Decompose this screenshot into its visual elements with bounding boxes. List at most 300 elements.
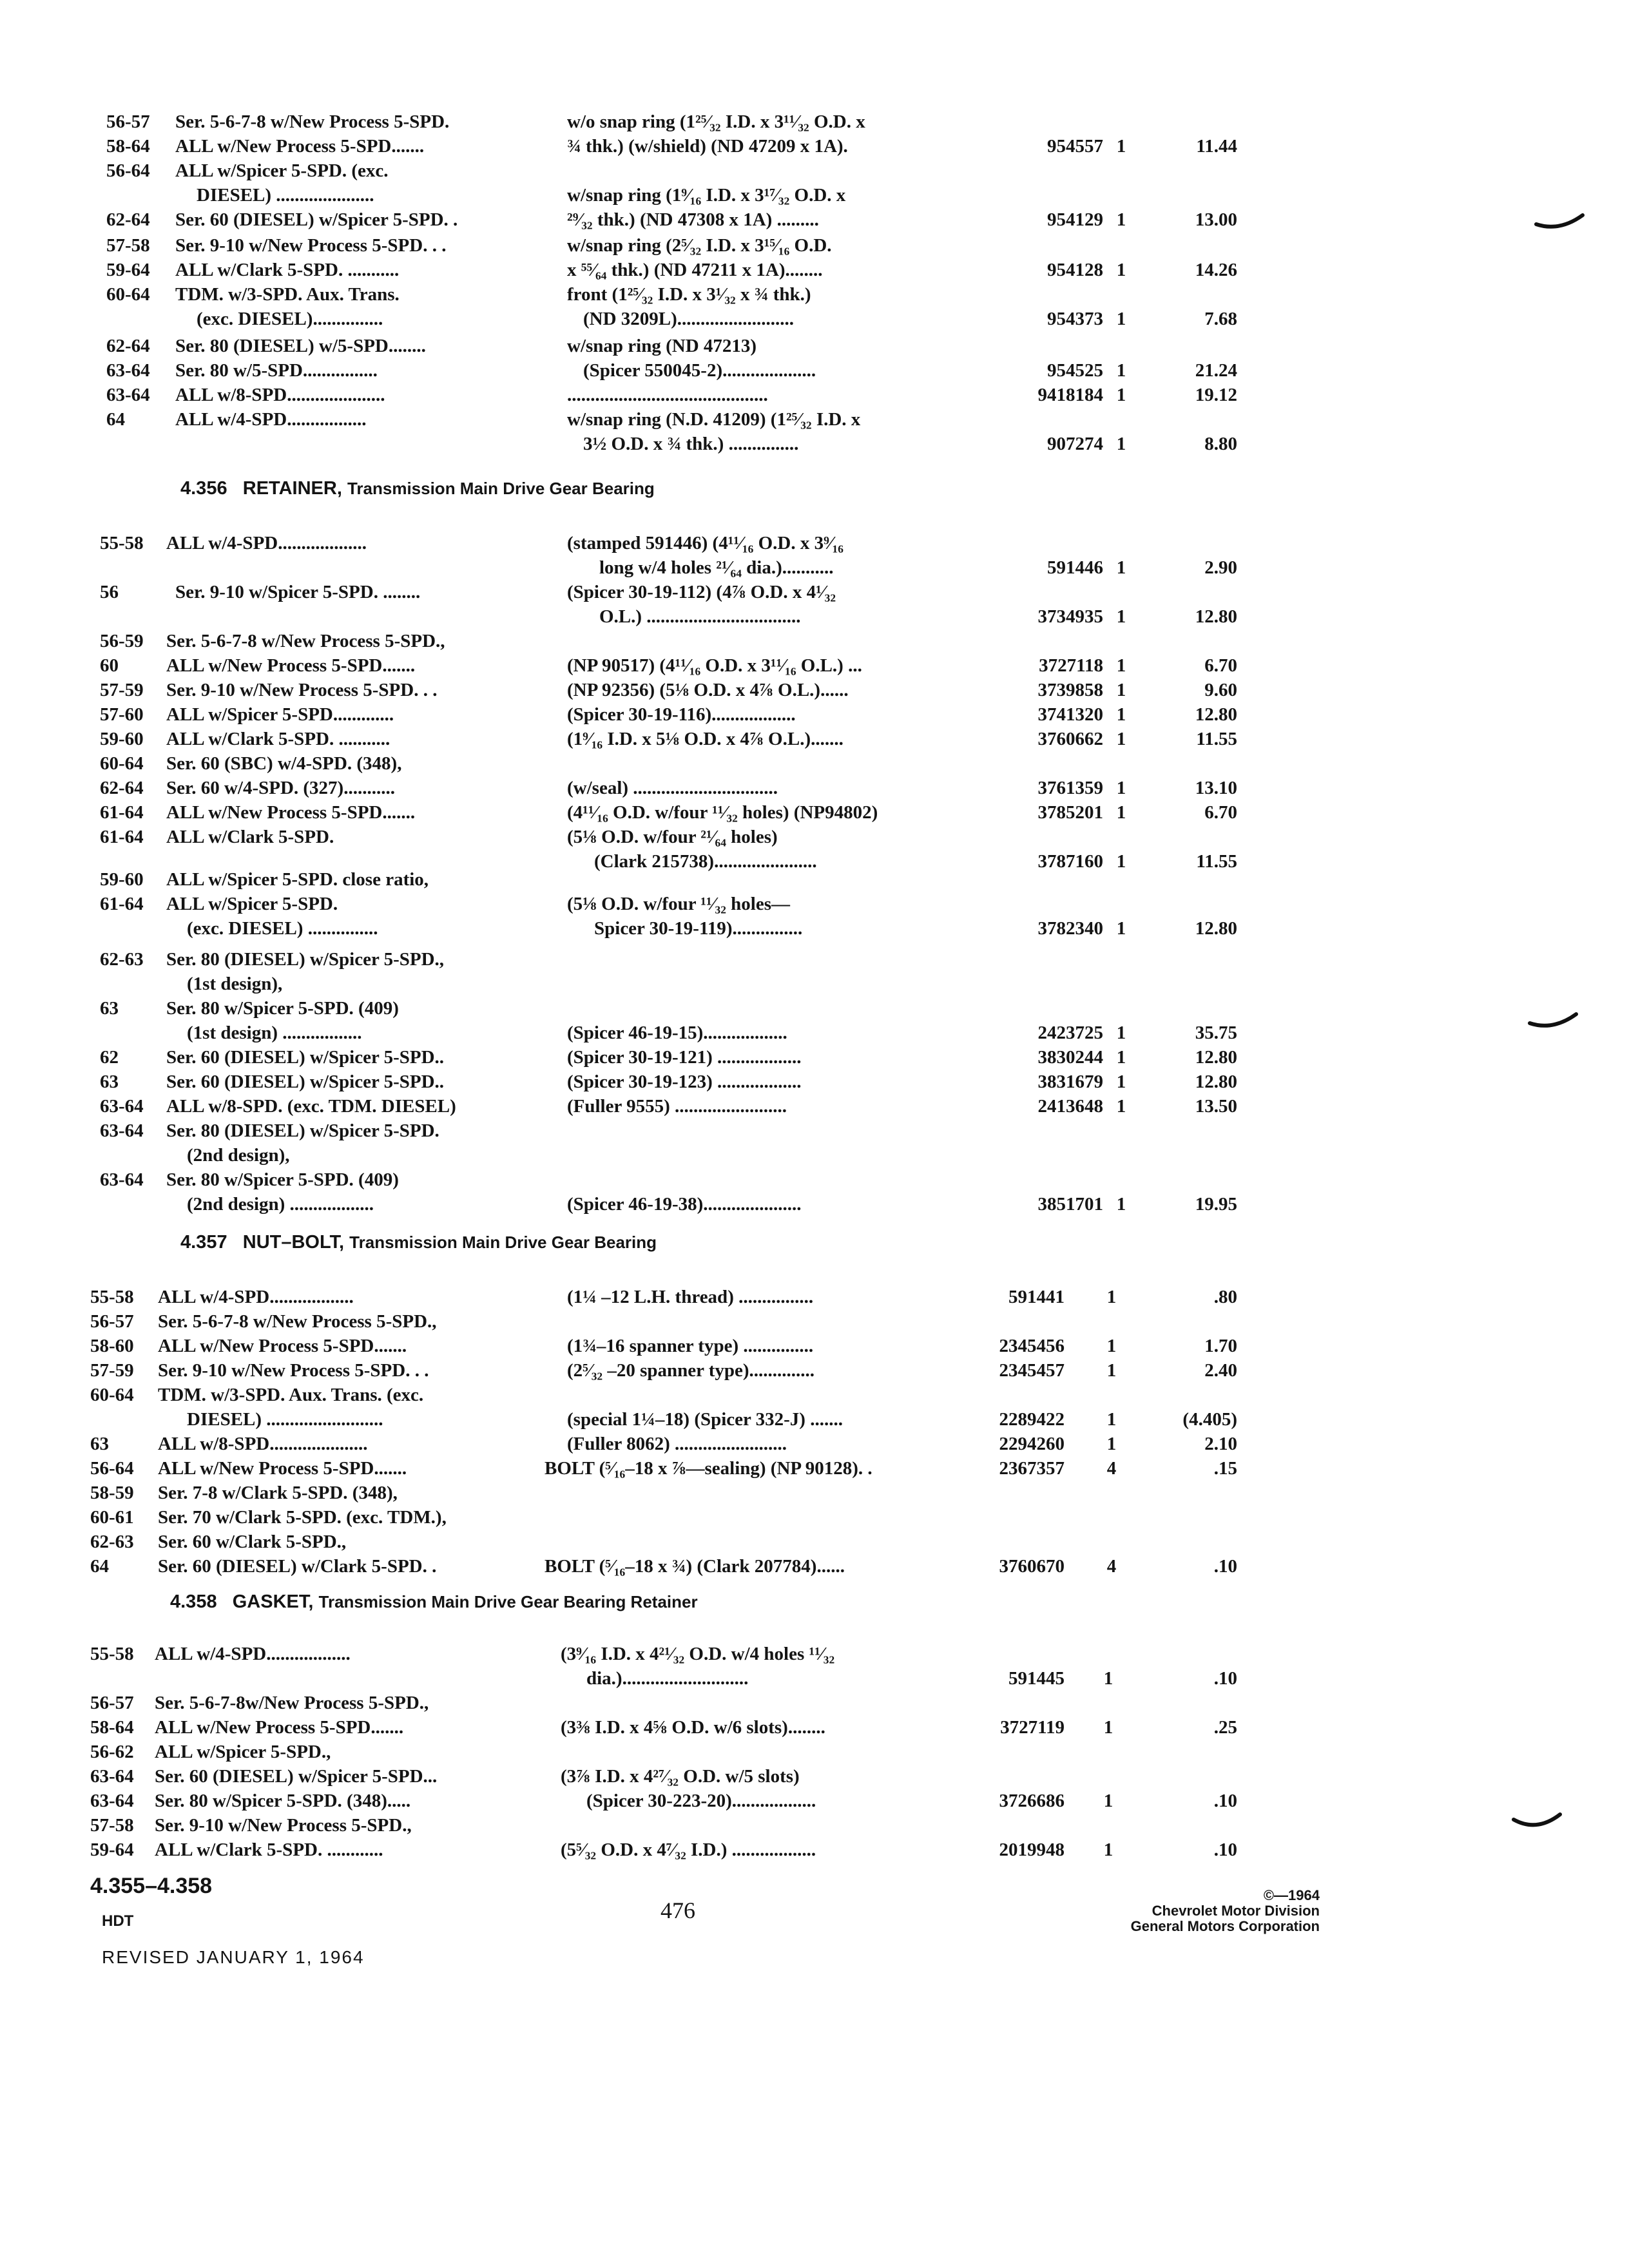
part-number: 591441 (1008, 1287, 1065, 1307)
parts-entry (0, 629, 1629, 751)
year-range: 63 (100, 1072, 119, 1092)
section-number: 4.358 (170, 1591, 217, 1612)
parts-line (0, 334, 1629, 358)
parts-line (0, 1309, 1629, 1334)
price: 2.10 (1204, 1434, 1237, 1454)
parts-line (0, 1094, 1629, 1119)
section-title: RETAINER, (242, 478, 342, 499)
parts-line (0, 1383, 1629, 1407)
parts-line (0, 1764, 1629, 1789)
year-range: 55-58 (90, 1287, 134, 1307)
model-description: (2nd design), (187, 1145, 290, 1166)
year-range: 56 (100, 582, 119, 602)
quantity: 1 (1116, 680, 1126, 700)
section-subtitle: Transmission Main Drive Gear Bearing Retainer (318, 1592, 698, 1611)
parts-entry (0, 233, 1629, 331)
model-description: Ser. 5-6-7-8 w/New Process 5-SPD. (175, 111, 450, 132)
price: 11.55 (1196, 851, 1237, 872)
part-description: ........................................... (567, 385, 768, 405)
part-description: w/snap ring (1⁹⁄₁₆ I.D. x 3¹⁷⁄₃₂ O.D. x (567, 185, 846, 206)
parts-line (0, 159, 1629, 183)
model-description: ALL w/New Process 5-SPD....... (175, 136, 425, 157)
copyright-notice: ©—1964 (1263, 1887, 1320, 1903)
parts-entry (0, 1813, 1629, 1862)
model-description: Ser. 80 (DIESEL) w/Spicer 5-SPD., (166, 949, 445, 970)
year-range: 58-60 (90, 1336, 134, 1356)
part-description: long w/4 holes ²¹⁄₆₄ dia.)........... (599, 557, 834, 578)
part-description: (3⅞ I.D. x 4²⁷⁄₃₂ O.D. w/5 slots) (561, 1766, 800, 1787)
model-description: (exc. DIESEL) ............... (187, 918, 378, 939)
part-number: 591446 (1047, 557, 1103, 578)
part-description: (Fuller 9555) ........................ (567, 1096, 787, 1117)
part-number: 3760662 (1037, 729, 1103, 749)
section-range: 4.355–4.358 (90, 1874, 213, 1898)
model-description: (2nd design) .................. (187, 1194, 374, 1215)
parts-entry (0, 751, 1629, 874)
parts-line (0, 207, 1629, 232)
part-description: (5⅛ O.D. w/four ²¹⁄₆₄ holes) (567, 827, 778, 847)
part-description: (special 1¼–18) (Spicer 332-J) ....... (567, 1409, 843, 1430)
part-description: (1¼ –12 L.H. thread) ................ (567, 1287, 814, 1307)
quantity: 1 (1116, 918, 1126, 939)
parts-line (0, 580, 1629, 604)
parts-line (0, 1838, 1629, 1862)
model-description: Ser. 60 (DIESEL) w/Spicer 5-SPD.. (166, 1072, 445, 1092)
part-description: (4¹¹⁄₁₆ O.D. w/four ¹¹⁄₃₂ holes) (NP94802) (567, 802, 878, 823)
parts-line (0, 1666, 1629, 1691)
model-description: Ser. 60 (DIESEL) w/Spicer 5-SPD. . (175, 209, 458, 230)
model-description: Ser. 60 (DIESEL) w/Spicer 5-SPD.. (166, 1047, 445, 1068)
year-range: 63 (90, 1434, 109, 1454)
model-description: Ser. 70 w/Clark 5-SPD. (exc. TDM.), (158, 1507, 447, 1528)
parts-line (0, 1192, 1629, 1216)
parts-line (0, 1740, 1629, 1764)
price: 6.70 (1204, 655, 1237, 676)
year-range: 57-60 (100, 704, 144, 725)
parts-entry (0, 1691, 1629, 1740)
part-number: 3727119 (1000, 1717, 1065, 1738)
model-description: Ser. 80 (DIESEL) w/Spicer 5-SPD. (166, 1120, 439, 1141)
parts-line (0, 555, 1629, 580)
model-description: Ser. 60 w/4-SPD. (327)........... (166, 778, 395, 798)
year-range: 62-63 (90, 1532, 134, 1552)
part-description: (Spicer 46-19-38)..................... (567, 1194, 802, 1215)
price: .80 (1213, 1287, 1237, 1307)
part-description: Spicer 30-19-119)............... (594, 918, 803, 939)
price: 19.95 (1195, 1194, 1237, 1215)
publisher-block (1131, 1888, 1320, 1934)
part-description: (ND 3209L)......................... (583, 309, 795, 329)
model-description: ALL w/New Process 5-SPD....... (166, 802, 416, 823)
price: 2.40 (1204, 1360, 1237, 1381)
year-range: 55-58 (100, 533, 144, 553)
part-description: (Spicer 550045-2).................... (583, 360, 816, 381)
part-description: O.L.) ................................. (599, 606, 801, 627)
part-number: 2294260 (999, 1434, 1065, 1454)
quantity: 1 (1116, 802, 1126, 823)
parts-line (0, 678, 1629, 702)
year-range: 63-64 (90, 1791, 134, 1811)
part-description: (Spicer 46-19-15).................. (567, 1023, 787, 1043)
year-range: 58-64 (90, 1717, 134, 1738)
part-description: w/snap ring (N.D. 41209) (1²⁵⁄₃₂ I.D. x (567, 409, 861, 430)
model-description: Ser. 9-10 w/New Process 5-SPD. . . (175, 235, 447, 256)
model-description: Ser. 60 w/Clark 5-SPD., (158, 1532, 347, 1552)
model-description: ALL w/8-SPD. (exc. TDM. DIESEL) (166, 1096, 456, 1117)
parts-line (0, 1642, 1629, 1666)
parts-entry (0, 531, 1629, 580)
price: 8.80 (1204, 434, 1237, 454)
quantity: 1 (1103, 1791, 1113, 1811)
parts-entry (0, 334, 1629, 456)
year-range: 59-60 (100, 869, 144, 890)
model-description: ALL w/Clark 5-SPD. ........... (166, 729, 390, 749)
part-description: w/o snap ring (1²⁵⁄₃₂ I.D. x 3¹¹⁄₃₂ O.D. x (567, 111, 865, 132)
parts-line (0, 1334, 1629, 1358)
parts-line (0, 972, 1629, 996)
year-range: 59-64 (106, 260, 150, 280)
quantity: 1 (1106, 1434, 1117, 1454)
model-description: Ser. 80 w/Spicer 5-SPD. (348)..... (155, 1791, 411, 1811)
model-description: ALL w/Clark 5-SPD. ........... (175, 260, 400, 280)
year-range: 56-57 (106, 111, 150, 132)
part-number: 954557 (1047, 136, 1103, 157)
model-description: ALL w/New Process 5-SPD....... (158, 1336, 407, 1356)
model-description: (1st design), (187, 974, 283, 994)
parts-line (0, 1715, 1629, 1740)
parts-line (0, 916, 1629, 941)
model-description: TDM. w/3-SPD. Aux. Trans. (175, 284, 400, 305)
part-number: 3760670 (999, 1556, 1065, 1577)
model-description: Ser. 80 w/Spicer 5-SPD. (409) (166, 998, 399, 1019)
parts-line (0, 604, 1629, 629)
part-description: BOLT (⁵⁄₁₆–18 x ⅞—sealing) (NP 90128). . (545, 1458, 872, 1479)
part-description: BOLT (⁵⁄₁₆–18 x ¾) (Clark 207784)...... (545, 1556, 845, 1577)
model-description: ALL w/8-SPD..................... (158, 1434, 368, 1454)
year-range: 57-59 (90, 1360, 134, 1381)
quantity: 1 (1116, 851, 1126, 872)
section-title: NUT–BOLT, (242, 1232, 345, 1253)
part-description: x ⁵⁵⁄₆₄ thk.) (ND 47211 x 1A)........ (567, 260, 823, 280)
part-number: 3726686 (999, 1791, 1065, 1811)
parts-line (0, 407, 1629, 432)
quantity: 1 (1103, 1717, 1113, 1738)
model-description: ALL w/Spicer 5-SPD. close ratio, (166, 869, 429, 890)
part-number: 3727118 (1039, 655, 1103, 676)
model-description: ALL w/Spicer 5-SPD............. (166, 704, 394, 725)
part-description: (Spicer 30-19-116).................. (567, 704, 796, 725)
page-number: 476 (660, 1898, 695, 1923)
part-number: 2367357 (999, 1458, 1065, 1479)
part-number: 954525 (1047, 360, 1103, 381)
year-range: 63 (100, 998, 119, 1019)
price: 13.10 (1195, 778, 1237, 798)
parts-entry (0, 1383, 1629, 1481)
year-range: 58-59 (90, 1483, 134, 1503)
price: (4.405) (1182, 1409, 1237, 1430)
year-range: 57-59 (100, 680, 144, 700)
year-range: 63-64 (90, 1766, 134, 1787)
quantity: 1 (1116, 260, 1126, 280)
part-number: 3831679 (1037, 1072, 1103, 1092)
quantity: 1 (1116, 1096, 1126, 1117)
parts-entry (0, 1309, 1629, 1383)
section-number: 4.357 (180, 1232, 227, 1253)
parts-line (0, 531, 1629, 555)
price: 11.44 (1196, 136, 1237, 157)
quantity: 1 (1103, 1840, 1113, 1860)
year-range: 63-64 (106, 360, 150, 381)
parts-line (0, 947, 1629, 972)
parts-line (0, 892, 1629, 916)
year-range: 58-64 (106, 136, 150, 157)
quantity: 1 (1116, 360, 1126, 381)
year-range: 61-64 (100, 802, 144, 823)
part-description: w/snap ring (2⁵⁄₃₂ I.D. x 3¹⁵⁄₁₆ O.D. (567, 235, 832, 256)
binding-mark-icon (1527, 1012, 1579, 1037)
parts-line (0, 134, 1629, 159)
parts-line (0, 358, 1629, 383)
part-description: (1¾–16 spanner type) ............... (567, 1336, 814, 1356)
price: 12.80 (1195, 606, 1237, 627)
quantity: 1 (1106, 1409, 1117, 1430)
model-description: (exc. DIESEL)............... (197, 309, 383, 329)
part-number: 3785201 (1037, 802, 1103, 823)
parts-line (0, 1358, 1629, 1383)
parts-line (0, 825, 1629, 849)
part-number: 954373 (1047, 309, 1103, 329)
model-description: Ser. 5-6-7-8w/New Process 5-SPD., (155, 1693, 429, 1713)
quantity: 1 (1116, 704, 1126, 725)
parts-line (0, 653, 1629, 678)
part-description: front (1²⁵⁄₃₂ I.D. x 3¹⁄₃₂ x ¾ thk.) (567, 284, 811, 305)
parts-line (0, 1045, 1629, 1070)
model-description: ALL w/Spicer 5-SPD., (155, 1742, 331, 1762)
year-range: 60-64 (90, 1385, 134, 1405)
parts-line (0, 1789, 1629, 1813)
part-description: (3⁹⁄₁₆ I.D. x 4²¹⁄₃₂ O.D. w/4 holes ¹¹⁄₃₂ (561, 1644, 835, 1664)
part-number: 3761359 (1037, 778, 1103, 798)
year-range: 56-59 (100, 631, 144, 651)
price: 11.55 (1196, 729, 1237, 749)
part-description: w/snap ring (ND 47213) (567, 336, 757, 356)
quantity: 1 (1116, 1072, 1126, 1092)
quantity: 1 (1116, 778, 1126, 798)
price: 6.70 (1204, 802, 1237, 823)
binding-mark-icon (1511, 1811, 1563, 1836)
parts-entry (0, 1740, 1629, 1813)
part-number: 2289422 (999, 1409, 1065, 1430)
year-range: 57-58 (90, 1815, 134, 1836)
part-description: dia.)........................... (586, 1668, 749, 1689)
publisher-corporation: General Motors Corporation (1130, 1918, 1320, 1934)
part-number: 954129 (1047, 209, 1103, 230)
price: 35.75 (1195, 1023, 1237, 1043)
price: 19.12 (1195, 385, 1237, 405)
publisher-name: Chevrolet Motor Division (1152, 1903, 1320, 1919)
parts-line (0, 282, 1629, 307)
model-description: Ser. 5-6-7-8 w/New Process 5-SPD., (158, 1311, 437, 1332)
parts-line (0, 1432, 1629, 1456)
year-range: 56-62 (90, 1742, 134, 1762)
section-number: 4.356 (180, 478, 227, 499)
model-description: ALL w/New Process 5-SPD....... (158, 1458, 407, 1479)
model-description: Ser. 60 (SBC) w/4-SPD. (348), (166, 753, 402, 774)
parts-line (0, 383, 1629, 407)
quantity: 1 (1116, 136, 1126, 157)
price: .25 (1213, 1717, 1237, 1738)
quantity: 1 (1116, 655, 1126, 676)
parts-line (0, 1070, 1629, 1094)
part-number: 2019948 (999, 1840, 1065, 1860)
price: .10 (1213, 1840, 1237, 1860)
binding-mark-icon (1534, 213, 1585, 238)
parts-line (0, 432, 1629, 456)
parts-line (0, 1021, 1629, 1045)
catalog-code: HDT (102, 1912, 134, 1930)
part-number: 9418184 (1037, 385, 1103, 405)
part-description: 3½ O.D. x ¾ thk.) ............... (583, 434, 799, 454)
model-description: ALL w/4-SPD.................. (155, 1644, 351, 1664)
part-number: 3782340 (1037, 918, 1103, 939)
parts-line (0, 1530, 1629, 1554)
year-range: 60-64 (106, 284, 150, 305)
part-number: 2345457 (999, 1360, 1065, 1381)
quantity: 1 (1116, 557, 1126, 578)
parts-line (0, 996, 1629, 1021)
model-description: (1st design) ................. (187, 1023, 362, 1043)
quantity: 1 (1116, 385, 1126, 405)
model-description: ALL w/New Process 5-SPD....... (155, 1717, 404, 1738)
parts-entry (0, 947, 1629, 1119)
parts-entry (0, 110, 1629, 232)
part-description: (Spicer 30-19-121) .................. (567, 1047, 802, 1068)
year-range: 59-64 (90, 1840, 134, 1860)
price: 12.80 (1195, 918, 1237, 939)
parts-entry (0, 1119, 1629, 1216)
year-range: 56-57 (90, 1693, 134, 1713)
parts-line (0, 258, 1629, 282)
model-description: Ser. 80 w/Spicer 5-SPD. (409) (166, 1169, 399, 1190)
section-title: GASKET, (232, 1591, 314, 1612)
price: 2.90 (1204, 557, 1237, 578)
model-description: ALL w/Spicer 5-SPD. (exc. (175, 160, 389, 181)
parts-line (0, 867, 1629, 892)
parts-line (0, 727, 1629, 751)
parts-line (0, 800, 1629, 825)
parts-line (0, 702, 1629, 727)
year-range: 62-63 (100, 949, 144, 970)
parts-line (0, 629, 1629, 653)
part-description: (NP 92356) (5⅛ O.D. x 4⅞ O.L.)...... (567, 680, 849, 700)
model-description: DIESEL) ..................... (197, 185, 374, 206)
price: 12.80 (1195, 704, 1237, 725)
year-range: 64 (90, 1556, 109, 1577)
parts-line (0, 751, 1629, 776)
parts-line (0, 1505, 1629, 1530)
quantity: 4 (1106, 1458, 1117, 1479)
year-range: 55-58 (90, 1644, 134, 1664)
quantity: 1 (1106, 1360, 1117, 1381)
quantity: 4 (1106, 1556, 1117, 1577)
model-description: TDM. w/3-SPD. Aux. Trans. (exc. (158, 1385, 424, 1405)
quantity: 1 (1106, 1336, 1117, 1356)
year-range: 56-64 (90, 1458, 134, 1479)
model-description: Ser. 5-6-7-8 w/New Process 5-SPD., (166, 631, 445, 651)
part-description: ¾ thk.) (w/shield) (ND 47209 x 1A). (567, 136, 848, 157)
year-range: 60-64 (100, 753, 144, 774)
part-description: (w/seal) ............................... (567, 778, 778, 798)
part-description: (Fuller 8062) ........................ (567, 1434, 787, 1454)
part-description: (1⁹⁄₁₆ I.D. x 5⅛ O.D. x 4⅞ O.L.)....... (567, 729, 843, 749)
model-description: Ser. 7-8 w/Clark 5-SPD. (348), (158, 1483, 398, 1503)
year-range: 59-60 (100, 729, 144, 749)
part-description: (Clark 215738)...................... (594, 851, 817, 872)
parts-line (0, 183, 1629, 207)
parts-line (0, 776, 1629, 800)
year-range: 62-64 (106, 209, 150, 230)
section-subtitle: Transmission Main Drive Gear Bearing (349, 1233, 657, 1252)
parts-line (0, 1481, 1629, 1505)
quantity: 1 (1116, 1047, 1126, 1068)
year-range: 63-64 (106, 385, 150, 405)
part-description: (5⁵⁄₃₂ O.D. x 4⁷⁄₃₂ I.D.) .................. (561, 1840, 816, 1860)
model-description: DIESEL) ......................... (187, 1409, 383, 1430)
price: 13.50 (1195, 1096, 1237, 1117)
part-number: 3741320 (1037, 704, 1103, 725)
parts-entry (0, 1481, 1629, 1579)
price: 12.80 (1195, 1072, 1237, 1092)
parts-line (0, 307, 1629, 331)
price: 7.68 (1204, 309, 1237, 329)
parts-line (0, 1407, 1629, 1432)
section-heading (170, 1591, 698, 1613)
part-number: 3830244 (1037, 1047, 1103, 1068)
price: .10 (1213, 1791, 1237, 1811)
price: 12.80 (1195, 1047, 1237, 1068)
year-range: 63-64 (100, 1096, 144, 1117)
part-description: (Spicer 30-19-112) (4⅞ O.D. x 4¹⁄₃₂ (567, 582, 836, 602)
parts-entry (0, 580, 1629, 629)
parts-entry (0, 1285, 1629, 1309)
quantity: 1 (1116, 1023, 1126, 1043)
section-heading (180, 1232, 657, 1253)
parts-line (0, 1554, 1629, 1579)
parts-line (0, 1456, 1629, 1481)
model-description: ALL w/8-SPD..................... (175, 385, 385, 405)
year-range: 61-64 (100, 827, 144, 847)
part-description: (Spicer 30-19-123) .................. (567, 1072, 802, 1092)
section-heading (180, 478, 655, 499)
parts-line (0, 1119, 1629, 1143)
part-description: ²⁹⁄₃₂ thk.) (ND 47308 x 1A) ......... (567, 209, 819, 230)
model-description: Ser. 80 w/5-SPD................ (175, 360, 378, 381)
parts-line (0, 110, 1629, 134)
year-range: 61-64 (100, 894, 144, 914)
price: 13.00 (1195, 209, 1237, 230)
parts-line (0, 1285, 1629, 1309)
year-range: 60 (100, 655, 119, 676)
parts-line (0, 233, 1629, 258)
year-range: 62 (100, 1047, 119, 1068)
part-number: 2345456 (999, 1336, 1065, 1356)
year-range: 60-61 (90, 1507, 134, 1528)
price: 1.70 (1204, 1336, 1237, 1356)
parts-line (0, 1691, 1629, 1715)
quantity: 1 (1116, 729, 1126, 749)
model-description: Ser. 9-10 w/New Process 5-SPD. . . (166, 680, 438, 700)
parts-line (0, 1813, 1629, 1838)
